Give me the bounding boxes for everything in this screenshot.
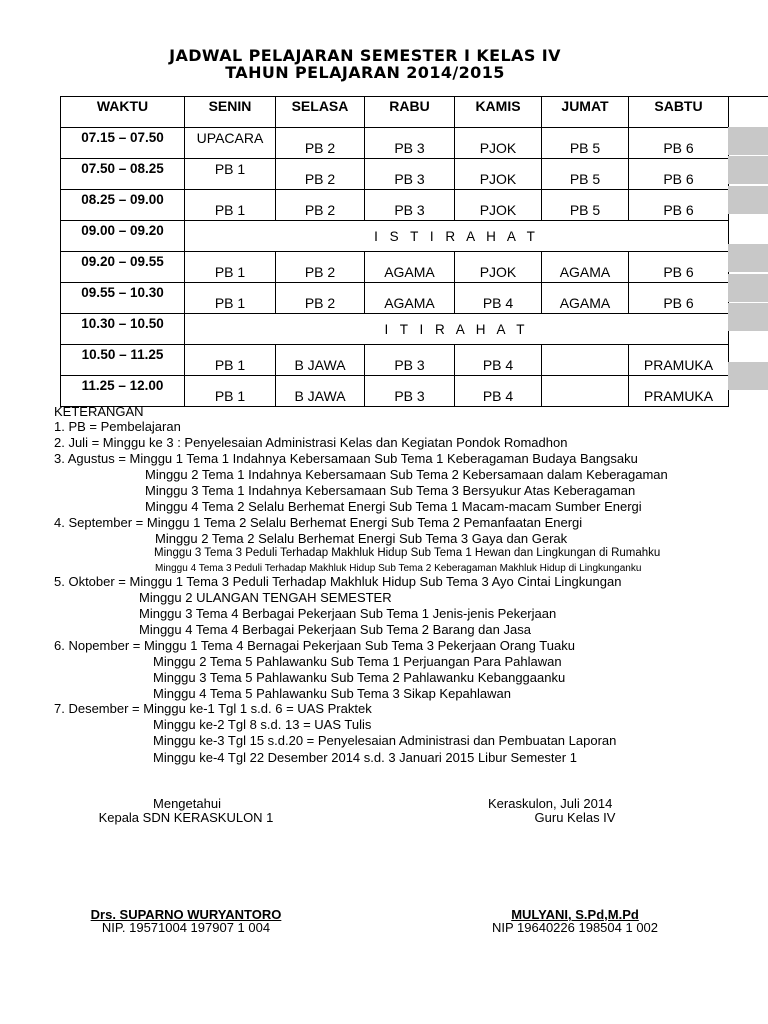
- lesson-cell: B JAWA: [276, 345, 365, 376]
- lesson-cell: PB 4: [455, 345, 542, 376]
- extra-column-cell: [728, 156, 768, 184]
- lesson-cell: PJOK: [455, 190, 542, 221]
- lesson-cell: PB 1: [185, 283, 276, 314]
- note-line: Minggu ke-2 Tgl 8 s.d. 13 = UAS Tulis: [153, 717, 372, 732]
- extra-column-cell: [728, 274, 768, 302]
- header-row: [61, 97, 729, 128]
- note-line: Minggu 2 ULANGAN TENGAH SEMESTER: [139, 590, 392, 605]
- note-line: Minggu 3 Tema 3 Peduli Terhadap Makhluk Hidup Sub Tema 1 Hewan dan Lingkungan di Rumahku: [154, 547, 661, 559]
- table-row: [61, 190, 729, 221]
- lesson-cell: PB 4: [455, 283, 542, 314]
- note-line: Minggu 4 Tema 3 Peduli Terhadap Makhluk Hidup Sub Tema 2 Keberagaman Makhluk Hidup di Lingkunganku: [155, 563, 642, 574]
- lesson-cell: PB 2: [276, 283, 365, 314]
- lesson-cell: PB 3: [365, 128, 455, 159]
- lesson-cell: PB 1: [185, 159, 276, 190]
- lesson-cell: PB 5: [542, 128, 629, 159]
- lesson-cell: PJOK: [455, 159, 542, 190]
- lesson-cell: PB 1: [185, 252, 276, 283]
- left-signature-name: Drs. SUPARNO WURYANTORO: [90, 907, 282, 922]
- note-line: Minggu 2 Tema 5 Pahlawanku Sub Tema 1 Perjuangan Para Pahlawan: [153, 654, 562, 669]
- note-line: 1. PB = Pembelajaran: [54, 419, 181, 434]
- table-row: [61, 128, 729, 159]
- header-kamis: KAMIS: [455, 97, 542, 128]
- lesson-cell: PB 3: [365, 159, 455, 190]
- note-line: Minggu ke-4 Tgl 22 Desember 2014 s.d. 3 Januari 2015 Libur Semester 1: [153, 750, 577, 765]
- lesson-cell: PB 5: [542, 159, 629, 190]
- note-line: 4. September = Minggu 1 Tema 2 Selalu Berhemat Energi Sub Tema 2 Pemanfaatan Energi: [54, 515, 583, 530]
- note-line: Minggu 3 Tema 1 Indahnya Kebersamaan Sub Tema 3 Bersyukur Atas Keberagaman: [145, 483, 636, 498]
- right-signature-name: MULYANI, S.Pd,M.Pd: [511, 907, 639, 922]
- notes-heading: KETERANGAN: [54, 404, 144, 419]
- lesson-cell: UPACARA: [185, 128, 276, 159]
- lesson-cell: PB 6: [629, 252, 729, 283]
- lesson-cell: PB 2: [276, 252, 365, 283]
- table-row: [61, 159, 729, 190]
- time-cell: 07.50 – 08.25: [61, 159, 185, 190]
- time-cell: 10.30 – 10.50: [61, 314, 185, 345]
- lesson-cell: AGAMA: [365, 252, 455, 283]
- left-signature-line2: Kepala SDN KERASKULON 1: [98, 810, 274, 825]
- lesson-cell: PB 3: [365, 345, 455, 376]
- lesson-cell: PB 1: [185, 345, 276, 376]
- lesson-cell: PB 6: [629, 159, 729, 190]
- lesson-cell: AGAMA: [365, 283, 455, 314]
- header-jumat: JUMAT: [542, 97, 629, 128]
- header-rabu: RABU: [365, 97, 455, 128]
- note-line: 5. Oktober = Minggu 1 Tema 3 Peduli Terhadap Makhluk Hidup Sub Tema 3 Ayo Cintai Lingkungan: [54, 574, 622, 589]
- lesson-cell: B JAWA: [276, 376, 365, 407]
- extra-column-cell: [728, 127, 768, 155]
- break-label: I T I R A H A T: [185, 314, 729, 345]
- note-line: 6. Nopember = Minggu 1 Tema 4 Bernagai Pekerjaan Sub Tema 3 Pekerjaan Orang Tuaku: [54, 638, 575, 653]
- note-line: Minggu 4 Tema 4 Berbagai Pekerjaan Sub Tema 2 Barang dan Jasa: [139, 622, 531, 637]
- note-line: Minggu 3 Tema 5 Pahlawanku Sub Tema 2 Pahlawanku Kebanggaanku: [153, 670, 566, 685]
- extra-column-cell: [728, 244, 768, 272]
- break-row: [61, 221, 729, 252]
- page-title-line2: TAHUN PELAJARAN 2014/2015: [225, 63, 505, 82]
- header-senin: SENIN: [185, 97, 276, 128]
- time-cell: 09.20 – 09.55: [61, 252, 185, 283]
- note-line: Minggu ke-3 Tgl 15 s.d.20 = Penyelesaian Administrasi dan Pembuatan Laporan: [153, 733, 617, 748]
- break-row: [61, 314, 729, 345]
- lesson-cell: PB 2: [276, 190, 365, 221]
- lesson-cell: PB 1: [185, 190, 276, 221]
- schedule-table: [60, 96, 729, 407]
- extra-column-header: [728, 96, 768, 128]
- lesson-cell: [542, 345, 629, 376]
- right-signature-nip: NIP 19640226 198504 1 002: [491, 920, 659, 935]
- page-title-line1: JADWAL PELAJARAN SEMESTER I KELAS IV: [169, 46, 561, 65]
- time-cell: 08.25 – 09.00: [61, 190, 185, 221]
- left-signature-nip: NIP. 19571004 197907 1 004: [101, 920, 271, 935]
- lesson-cell: PB 1: [185, 376, 276, 407]
- lesson-cell: PB 6: [629, 128, 729, 159]
- extra-column-cell: [728, 362, 768, 390]
- lesson-cell: PB 3: [365, 376, 455, 407]
- table-row: [61, 252, 729, 283]
- note-line: 7. Desember = Minggu ke-1 Tgl 1 s.d. 6 = UAS Praktek: [54, 701, 372, 716]
- lesson-cell: PB 5: [542, 190, 629, 221]
- lesson-cell: PB 2: [276, 159, 365, 190]
- note-line: Minggu 4 Tema 2 Selalu Berhemat Energi Sub Tema 1 Macam-macam Sumber Energi: [145, 499, 642, 514]
- table-row: [61, 345, 729, 376]
- lesson-cell: AGAMA: [542, 283, 629, 314]
- extra-column-cell: [728, 186, 768, 214]
- note-line: Minggu 2 Tema 1 Indahnya Kebersamaan Sub Tema 2 Kebersamaan dalam Keberagaman: [145, 467, 668, 482]
- right-signature-line2: Guru Kelas IV: [534, 810, 616, 825]
- lesson-cell: AGAMA: [542, 252, 629, 283]
- time-cell: 09.55 – 10.30: [61, 283, 185, 314]
- note-line: Minggu 4 Tema 5 Pahlawanku Sub Tema 3 Sikap Kepahlawan: [153, 686, 511, 701]
- header-waktu: WAKTU: [61, 97, 185, 128]
- lesson-cell: PRAMUKA: [629, 345, 729, 376]
- lesson-cell: PRAMUKA: [629, 376, 729, 407]
- table-row: [61, 283, 729, 314]
- note-line: Minggu 2 Tema 2 Selalu Berhemat Energi Sub Tema 3 Gaya dan Gerak: [155, 531, 568, 546]
- lesson-cell: PB 3: [365, 190, 455, 221]
- lesson-cell: [542, 376, 629, 407]
- header-selasa: SELASA: [276, 97, 365, 128]
- extra-column-cell: [728, 303, 768, 331]
- time-cell: 10.50 – 11.25: [61, 345, 185, 376]
- time-cell: 09.00 – 09.20: [61, 221, 185, 252]
- time-cell: 07.15 – 07.50: [61, 128, 185, 159]
- lesson-cell: PB 2: [276, 128, 365, 159]
- lesson-cell: PB 4: [455, 376, 542, 407]
- left-signature-line1: Mengetahui: [153, 796, 221, 811]
- table-row: [61, 376, 729, 407]
- lesson-cell: PB 6: [629, 283, 729, 314]
- lesson-cell: PJOK: [455, 252, 542, 283]
- lesson-cell: PB 6: [629, 190, 729, 221]
- note-line: 2. Juli = Minggu ke 3 : Penyelesaian Administrasi Kelas dan Kegiatan Pondok Romadhon: [54, 435, 568, 450]
- time-cell: 11.25 – 12.00: [61, 376, 185, 407]
- right-signature-line1: Keraskulon, Juli 2014: [488, 796, 613, 811]
- note-line: 3. Agustus = Minggu 1 Tema 1 Indahnya Kebersamaan Sub Tema 1 Keberagaman Budaya Bangsaku: [54, 451, 638, 466]
- header-sabtu: SABTU: [629, 97, 729, 128]
- note-line: Minggu 3 Tema 4 Berbagai Pekerjaan Sub Tema 1 Jenis-jenis Pekerjaan: [139, 606, 557, 621]
- lesson-cell: PJOK: [455, 128, 542, 159]
- break-label: I S T I R A H A T: [185, 221, 729, 252]
